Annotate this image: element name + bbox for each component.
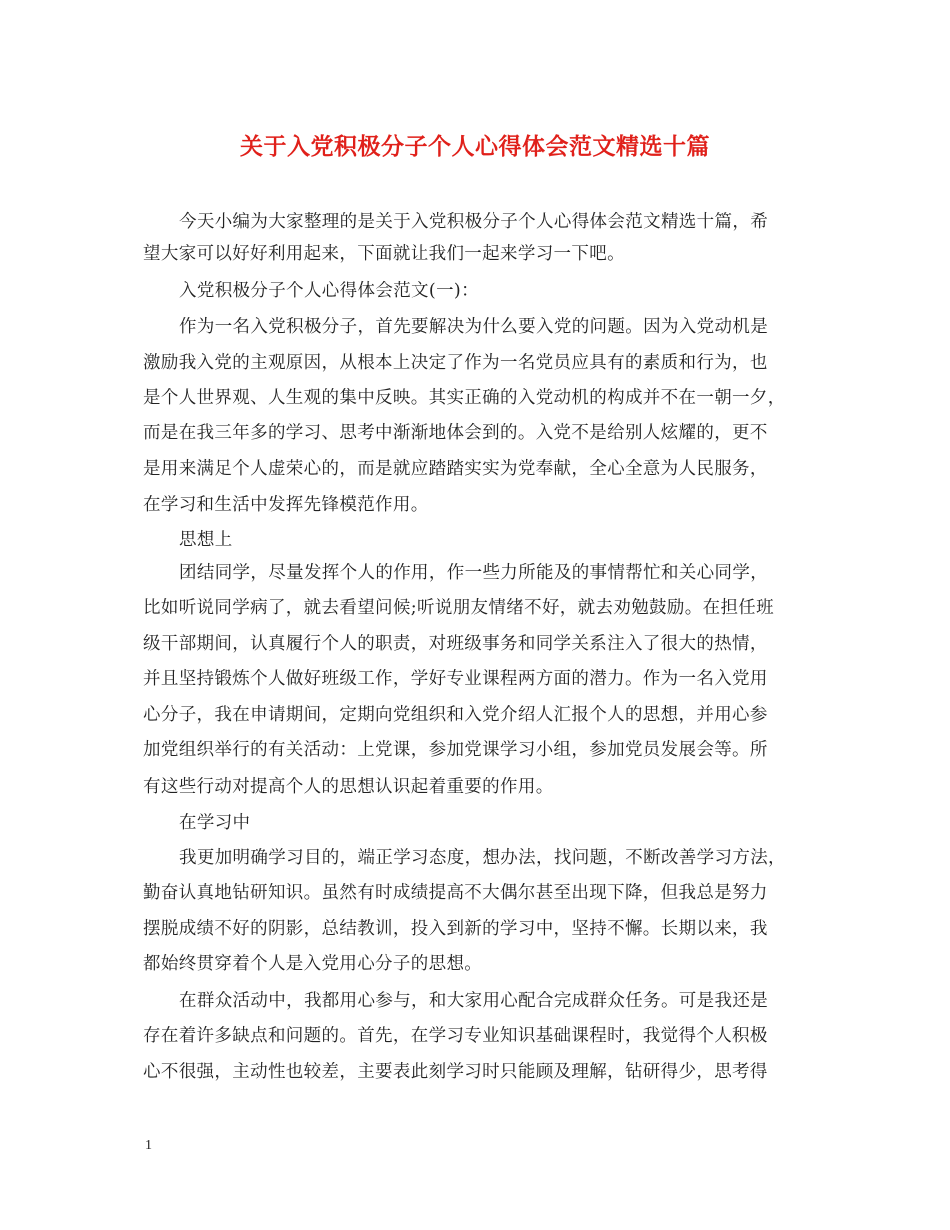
page-number: 1 <box>145 1138 152 1153</box>
body-line: 有这些行动对提高个人的思想认识起着重要的作用。 <box>143 777 554 797</box>
body-line: 心不很强，主动性也较差，主要表此刻学习时只能顾及理解，钻研得少，思考得 <box>143 1062 768 1082</box>
body-line: 是个人世界观、人生观的集中反映。其实正确的入党动机的构成并不在一朝一夕， <box>143 388 786 408</box>
body-line: 级干部期间，认真履行个人的职责，对班级事务和同学关系注入了很大的热情， <box>143 634 768 654</box>
body-line: 勤奋认真地钻研知识。虽然有时成绩提高不大偶尔甚至出现下降，但我总是努力 <box>143 883 768 903</box>
body-line: 摆脱成绩不好的阴影，总结教训，投入到新的学习中，坚持不懈。长期以来，我 <box>143 919 768 939</box>
body-line: 加党组织举行的有关活动：上党课，参加党课学习小组，参加党员发展会等。所 <box>143 740 768 760</box>
body-line: 在学习和生活中发挥先锋模范作用。 <box>143 495 429 515</box>
body-line: 激励我入党的主观原因，从根本上决定了作为一名党员应具有的素质和行为，也 <box>143 353 768 373</box>
body-line: 都始终贯穿着个人是入党用心分子的思想。 <box>143 954 483 974</box>
body-line: 比如听说同学病了，就去看望问候;听说朋友情绪不好，就去劝勉鼓励。在担任班 <box>143 598 774 618</box>
body-line: 并且坚持锻炼个人做好班级工作，学好专业课程两方面的潜力。作为一名入党用 <box>143 669 768 689</box>
subheading: 在学习中 <box>179 813 251 833</box>
body-line: 望大家可以好好利用起来，下面就让我们一起来学习一下吧。 <box>143 244 625 264</box>
body-line: 在群众活动中，我都用心参与，和大家用心配合完成群众任务。可是我还是 <box>179 991 769 1011</box>
body-line: 我更加明确学习目的，端正学习态度，想办法，找问题，不断改善学习方法， <box>179 848 786 868</box>
body-line: 是用来满足个人虚荣心的，而是就应踏踏实实为党奉献，全心全意为人民服务， <box>143 459 768 479</box>
body-line: 而是在我三年多的学习、思考中渐渐地体会到的。入党不是给别人炫耀的，更不 <box>143 423 768 443</box>
subheading: 思想上 <box>179 530 233 550</box>
document-title: 关于入党积极分子个人心得体会范文精选十篇 <box>240 133 710 160</box>
body-line: 作为一名入党积极分子，首先要解决为什么要入党的问题。因为入党动机是 <box>179 317 769 337</box>
body-line: 心分子，我在申请期间，定期向党组织和入党介绍人汇报个人的思想，并用心参 <box>143 705 768 725</box>
section-heading: 入党积极分子个人心得体会范文(一)： <box>179 281 479 301</box>
body-line: 存在着许多缺点和问题的。首先，在学习专业知识基础课程时，我觉得个人积极 <box>143 1026 768 1046</box>
body-line: 团结同学，尽量发挥个人的作用，作一些力所能及的事情帮忙和关心同学， <box>179 563 769 583</box>
body-line: 今天小编为大家整理的是关于入党积极分子个人心得体会范文精选十篇，希 <box>179 212 769 232</box>
